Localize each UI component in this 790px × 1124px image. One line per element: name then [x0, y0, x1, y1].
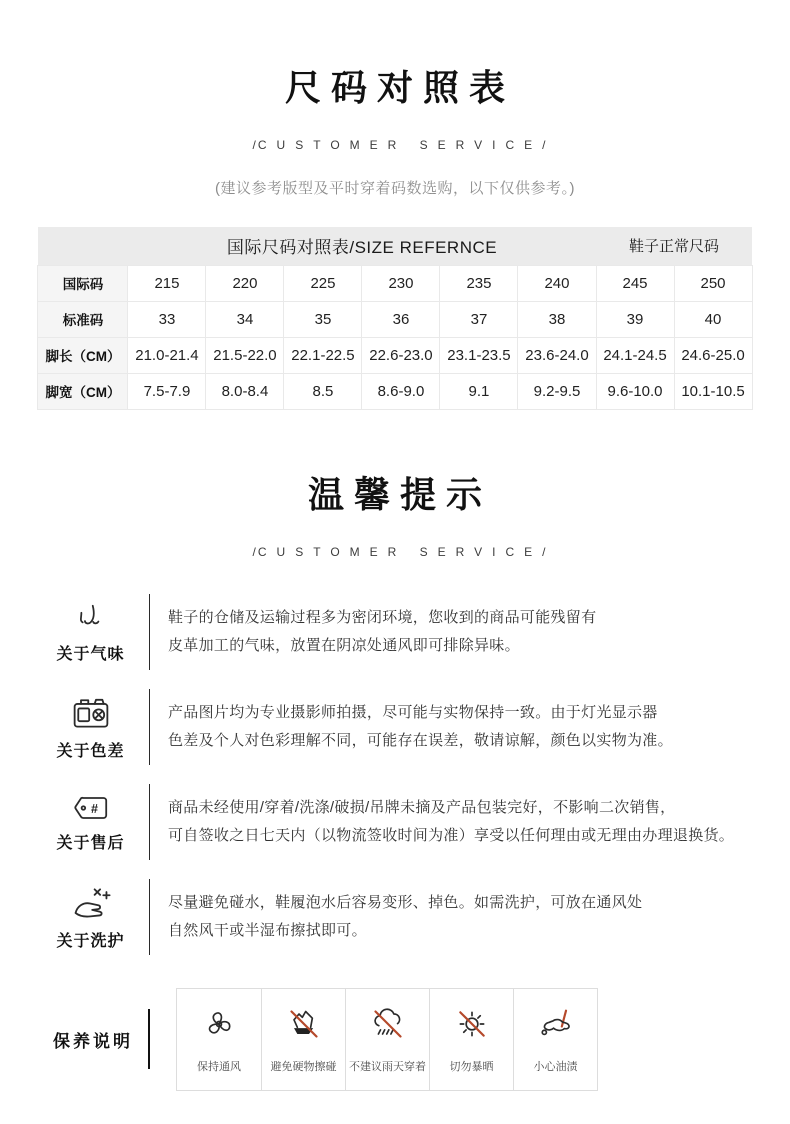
table-cell: 7.5-7.9	[128, 373, 206, 409]
tip-left-aftersale	[38, 791, 143, 853]
table-cell: 9.2-9.5	[518, 373, 596, 409]
camera-icon	[69, 693, 113, 733]
tip-text-line: 尽量避免碰水，鞋履泡水后容易变形、掉色。如需洗护，可放在通风处	[168, 893, 643, 911]
care-box-label: 保持通风	[197, 1061, 241, 1073]
tip-text-line: 产品图片均为专业摄影师拍摄，尽可能与实物保持一致。由于灯光显示器	[168, 703, 658, 721]
size-chart-title: 尺码对照表	[284, 67, 515, 108]
table-cell: 220	[206, 265, 284, 301]
care-label: 保养说明	[53, 1031, 133, 1051]
row-label: 脚宽（CM）	[38, 373, 128, 409]
care-box-label: 不建议雨天穿着	[349, 1061, 426, 1073]
table-cell: 34	[206, 301, 284, 337]
table-cell: 40	[674, 301, 752, 337]
customer-service-subtitle	[0, 545, 790, 559]
row-label: 国际码	[38, 265, 128, 301]
tip-label: 关于售后	[56, 834, 125, 852]
table-cell: 22.1-22.5	[284, 337, 362, 373]
table-cell: 24.6-25.0	[674, 337, 752, 373]
care-divider	[148, 1009, 150, 1069]
care-box-no-rain	[345, 989, 429, 1090]
row-label: 标准码	[38, 301, 128, 337]
slash-left: /	[252, 544, 258, 559]
slash-right: /	[542, 544, 548, 559]
tip-text	[150, 889, 752, 945]
table-cell: 38	[518, 301, 596, 337]
table-cell: 245	[596, 265, 674, 301]
care-box-label: 切勿暴晒	[449, 1061, 494, 1073]
care-box-label: 避免硬物擦碰	[270, 1061, 337, 1073]
table-cell: 35	[284, 301, 362, 337]
table-cell: 9.6-10.0	[596, 373, 674, 409]
care-box-label: 小心油渍	[533, 1061, 578, 1073]
tip-label: 关于色差	[56, 742, 125, 760]
tip-text-line: 商品未经使用/穿着/洗涤/破损/吊牌未摘及产品包装完好，不影响二次销售，	[168, 798, 676, 816]
table-cell: 235	[440, 265, 518, 301]
tip-left-color	[38, 693, 143, 761]
table-cell: 33	[128, 301, 206, 337]
tip-row-color	[38, 688, 752, 766]
care-box-oil-stain	[513, 989, 597, 1090]
tips-list	[38, 593, 752, 956]
size-table-header-row	[38, 227, 752, 265]
tip-text-line: 自然风干或半湿布擦拭即可。	[168, 921, 367, 939]
table-cell: 24.1-24.5	[596, 337, 674, 373]
table-cell: 9.1	[440, 373, 518, 409]
care-box-no-scratch	[261, 989, 345, 1090]
size-note: (建议参考版型及平时穿着码数选购，以下仅供参考。)	[215, 180, 575, 197]
table-cell: 21.0-21.4	[128, 337, 206, 373]
table-cell: 240	[518, 265, 596, 301]
table-cell: 36	[362, 301, 440, 337]
table-row	[38, 337, 752, 373]
no-rain-icon	[368, 1004, 408, 1049]
tips-section-head	[0, 467, 790, 559]
table-row	[38, 301, 752, 337]
fan-icon	[199, 1004, 239, 1049]
oil-stain-icon	[536, 1004, 576, 1049]
care-grid	[176, 988, 598, 1091]
subtitle-text: CUSTOMER SERVICE	[257, 544, 543, 559]
table-cell: 10.1-10.5	[674, 373, 752, 409]
tip-text-line: 鞋子的仓储及运输过程多为密闭环境，您收到的商品可能残留有	[168, 608, 597, 626]
care-section	[38, 988, 752, 1091]
tips-title: 温馨提示	[307, 473, 492, 515]
svg-text:#: #	[90, 801, 98, 816]
row-label: 脚长（CM）	[38, 337, 128, 373]
tip-text	[150, 699, 752, 755]
tip-text-line: 色差及个人对色彩理解不同，可能存在误差，敬请谅解，颜色以实物为准。	[168, 731, 673, 749]
tip-row-washing	[38, 878, 752, 956]
tip-label: 关于气味	[56, 645, 125, 663]
tip-label: 关于洗护	[56, 932, 125, 950]
table-cell: 37	[440, 301, 518, 337]
size-table	[37, 227, 752, 410]
tip-left-washing	[38, 883, 143, 951]
table-row	[38, 373, 752, 409]
table-cell: 23.1-23.5	[440, 337, 518, 373]
table-cell: 8.5	[284, 373, 362, 409]
table-cell: 215	[128, 265, 206, 301]
table-cell: 250	[674, 265, 752, 301]
tip-text	[150, 794, 752, 850]
tip-text-line: 皮革加工的气味，放置在阴凉处通风即可排除异味。	[168, 636, 520, 654]
table-row	[38, 265, 752, 301]
subtitle-text: CUSTOMER SERVICE	[257, 138, 543, 152]
tip-left-odor	[38, 600, 143, 664]
tip-row-aftersale	[38, 783, 752, 861]
slash-right: /	[542, 138, 548, 152]
size-chart-section-head	[0, 0, 790, 198]
size-table-header-main: 国际尺码对照表/SIZE REFERNCE	[128, 227, 596, 265]
table-cell: 22.6-23.0	[362, 337, 440, 373]
size-table-header-right: 鞋子正常尺码	[596, 227, 752, 265]
table-cell: 230	[362, 265, 440, 301]
table-cell: 21.5-22.0	[206, 337, 284, 373]
table-cell: 225	[284, 265, 362, 301]
header-empty-cell	[38, 227, 128, 265]
table-cell: 39	[596, 301, 674, 337]
tip-text	[150, 604, 752, 660]
tip-text-line: 可自签收之日七天内（以物流签收时间为准）享受以任何理由或无理由办理退换货。	[168, 826, 735, 844]
table-cell: 23.6-24.0	[518, 337, 596, 373]
no-sun-icon	[452, 1004, 492, 1049]
tag-icon	[69, 791, 113, 825]
customer-service-subtitle	[0, 138, 790, 152]
slash-left: /	[252, 138, 258, 152]
table-cell: 8.6-9.0	[362, 373, 440, 409]
care-box-no-sun	[429, 989, 513, 1090]
hand-wash-icon	[69, 883, 113, 923]
tip-row-odor	[38, 593, 752, 671]
care-box-ventilation	[177, 989, 261, 1090]
nose-icon	[70, 600, 112, 636]
no-scratch-icon	[284, 1004, 324, 1049]
table-cell: 8.0-8.4	[206, 373, 284, 409]
